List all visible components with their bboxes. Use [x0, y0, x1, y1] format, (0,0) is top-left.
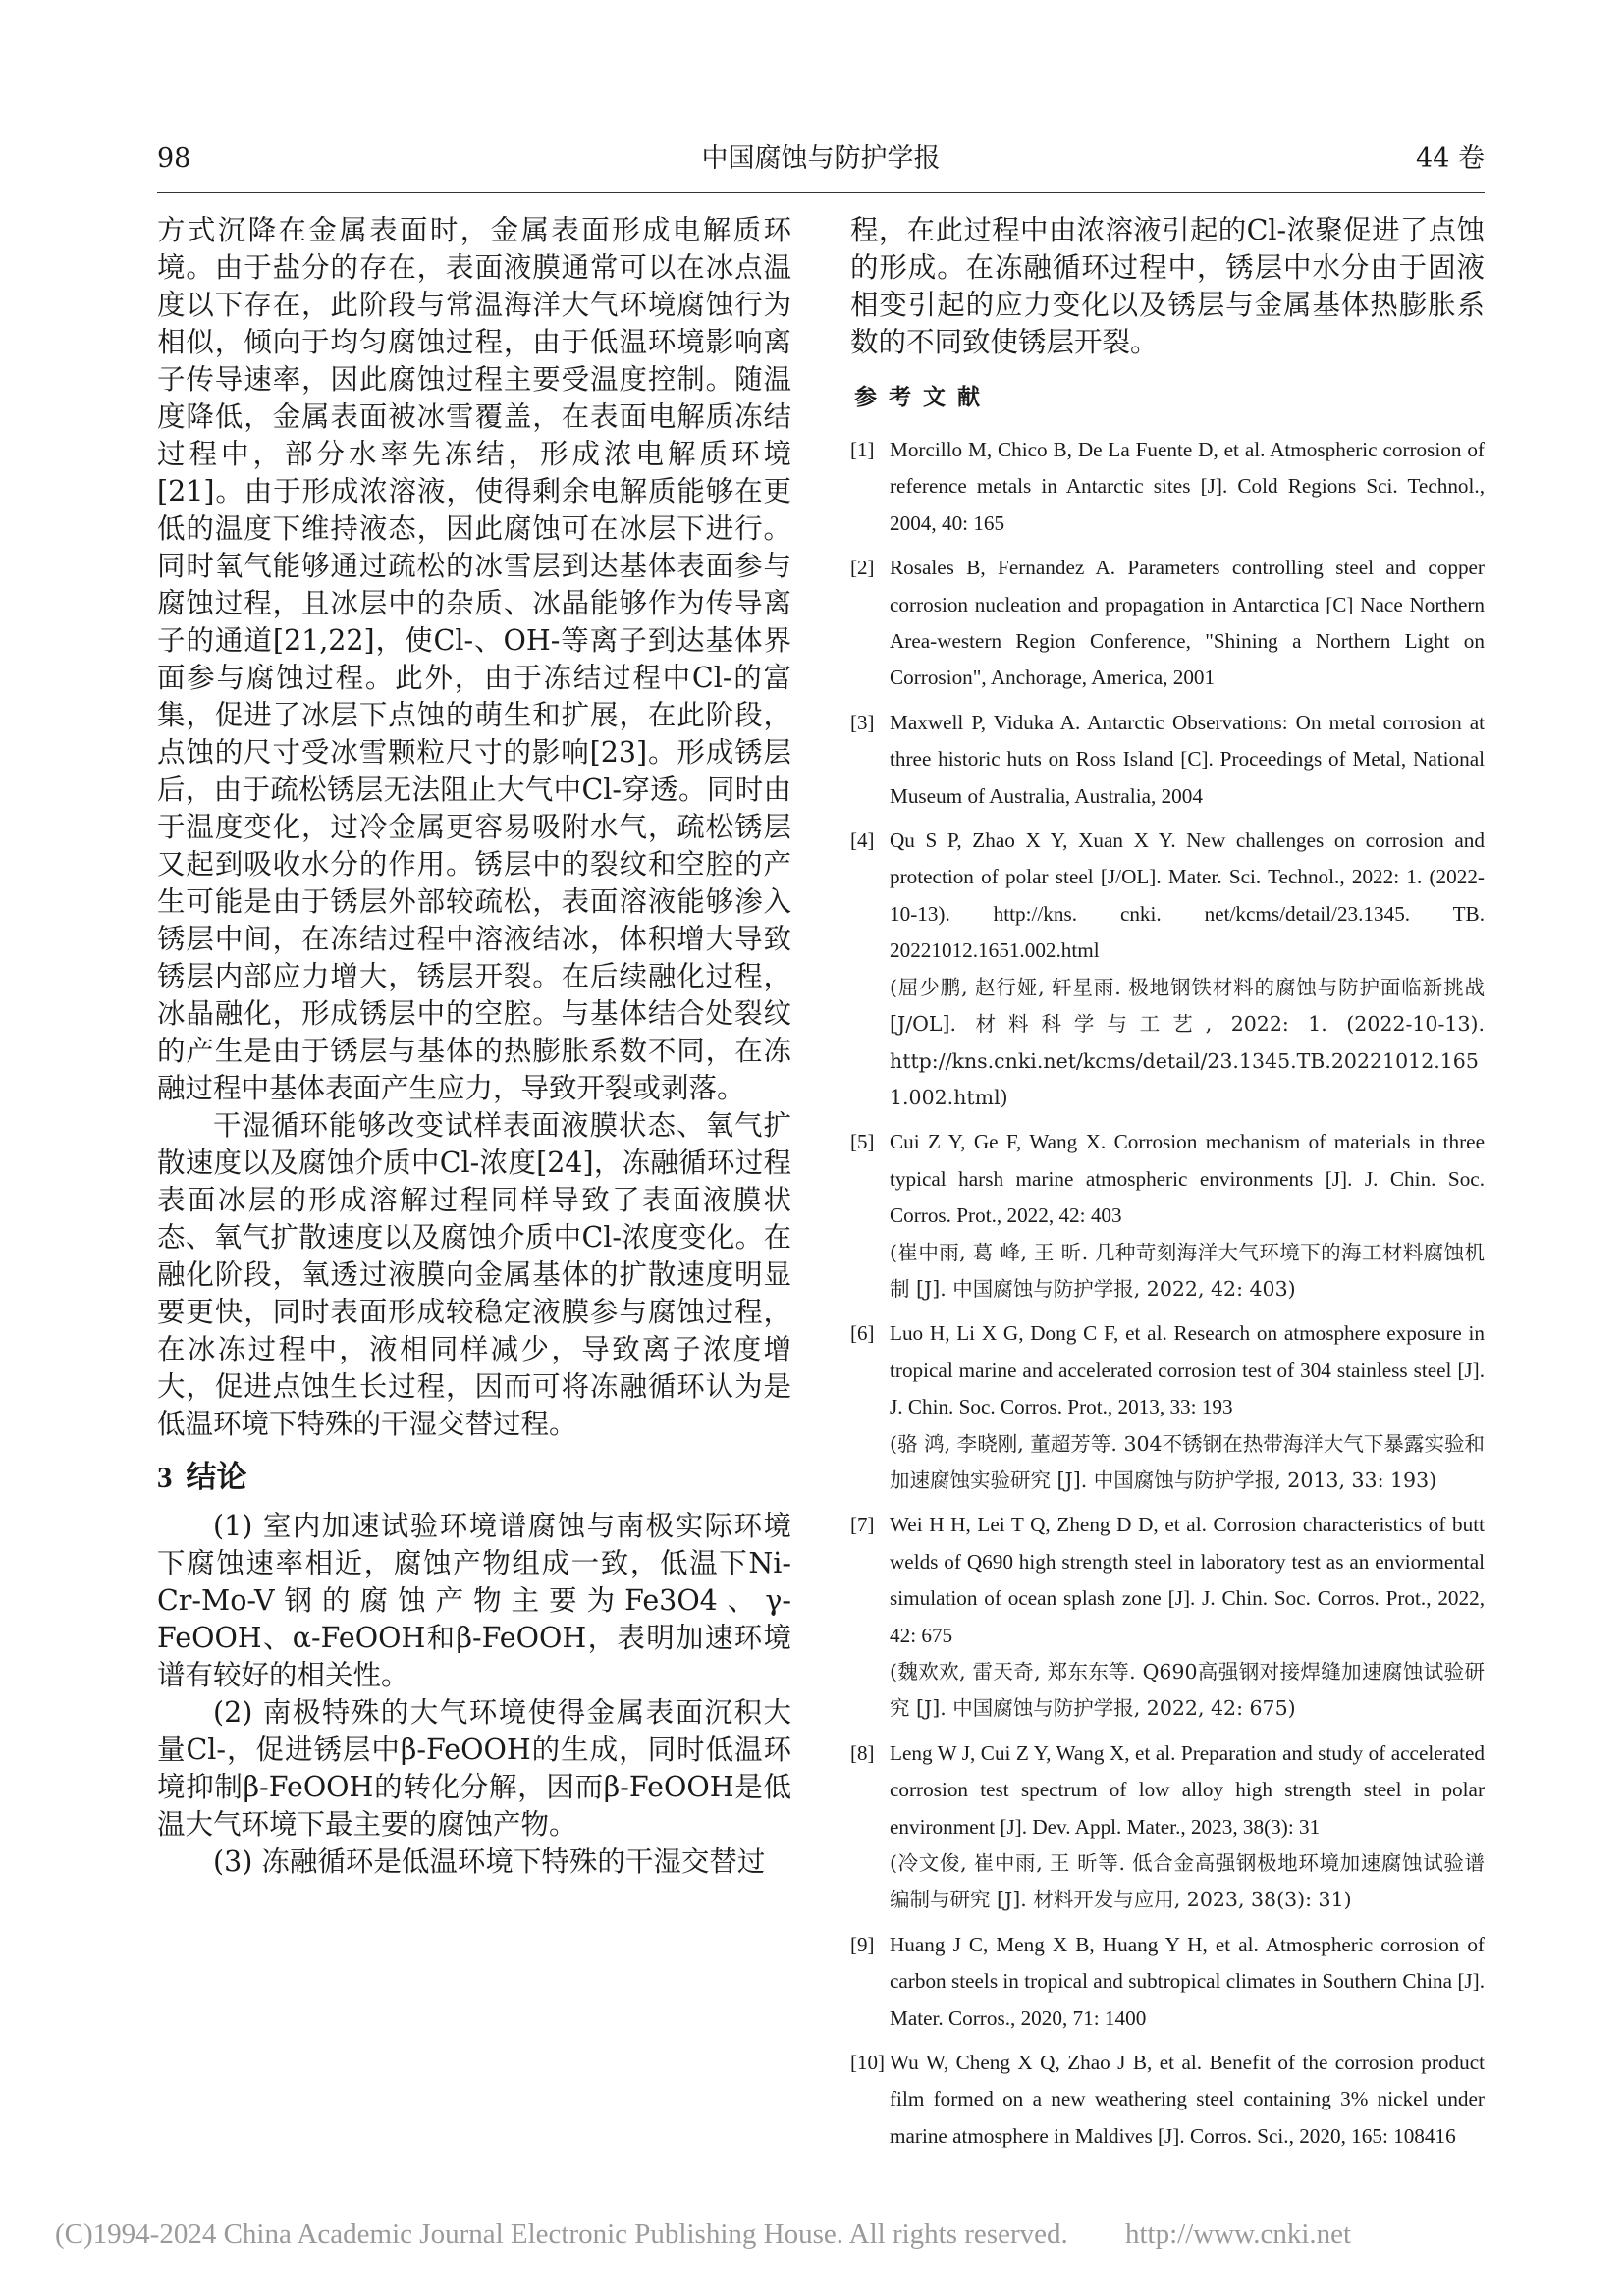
reference-text: Huang J C, Meng X B, Huang Y H, et al. Atmospheric corrosion of carbon steels in tropical and subtropical climates in Southern China [J]. Mater. Corros., 2020, 71: 1400	[890, 1932, 1485, 2030]
conclusion-continued: 程，在此过程中由浓溶液引起的Cl-浓聚促进了点蚀的形成。在冻融循环过程中，锈层中水分由于固液相变引起的应力变化以及锈层与金属基体热膨胀系数的不同致使锈层开裂。	[850, 214, 1485, 358]
reference-item	[850, 432, 1485, 542]
reference-chinese-text: (屈少鹏, 赵行娅, 轩星雨. 极地钢铁材料的腐蚀与防护面临新挑战 [J/OL]. 材料科学与工艺, 2022: 1. (2022-10-13). http://kns.cnki.net/kcms/detail/23.1345.TB.20221012.1651.002.html)	[890, 975, 1485, 1109]
journal-title: 中国腐蚀与防护学报	[701, 143, 941, 174]
references-heading: 参考文献	[854, 384, 992, 410]
reference-item	[850, 1315, 1485, 1499]
reference-chinese-text: (骆 鸿, 李晓刚, 董超芳等. 304不锈钢在热带海洋大气下暴露实验和加速腐蚀实验研究 [J]. 中国腐蚀与防护学报, 2013, 33: 193)	[890, 1431, 1485, 1492]
section-number: 3	[157, 1460, 173, 1494]
reference-chinese-text: (魏欢欢, 雷天奇, 郑东东等. Q690高强钢对接焊缝加速腐蚀试验研究 [J]. 中国腐蚀与防护学报, 2022, 42: 675)	[890, 1660, 1485, 1721]
reference-item	[850, 2045, 1485, 2155]
reference-text: Cui Z Y, Ge F, Wang X. Corrosion mechanism of materials in three typical harsh marine atmospheric environments [J]. J. Chin. Soc. Corros. Prot., 2022, 42: 403	[890, 1130, 1485, 1228]
conclusion-2: (2) 南极特殊的大气环境使得金属表面沉积大量Cl-，促进锈层中β-FeOOH的生成，同时低温环境抑制β-FeOOH的转化分解，因而β-FeOOH是低温大气环境下最主要的腐蚀产物。	[157, 1696, 791, 1841]
reference-text: Wei H H, Lei T Q, Zheng D D, et al. Corrosion characteristics of butt welds of Q690 high strength steel in laboratory test as an enviormental simulation of ocean splash zone [J]. J. Chin. Soc. Corros. Prot., 2022, 42: 675	[890, 1513, 1485, 1647]
reference-number: [9]	[850, 1932, 875, 1956]
page-number: 98	[157, 143, 191, 174]
reference-number: [7]	[850, 1513, 875, 1537]
reference-number: [2]	[850, 556, 875, 580]
reference-text: Morcillo M, Chico B, De La Fuente D, et al. Atmospheric corrosion of reference metals in Antarctic sites [J]. Cold Regions Sci. Technol., 2004, 40: 165	[890, 438, 1485, 535]
reference-number: [3]	[850, 710, 875, 734]
body-paragraph-2: 干湿循环能够改变试样表面液膜状态、氧气扩散速度以及腐蚀介质中Cl-浓度[24]，冻融循环过程表面冰层的形成溶解过程同样导致了表面液膜状态、氧气扩散速度以及腐蚀介质中Cl-浓度变化。在融化阶段，氧透过液膜向金属基体的扩散速度明显要更快，同时表面形成较稳定液膜参与腐蚀过程，在冰冻过程中，液相同样减少，导致离子浓度增大，促进点蚀生长过程，因而可将冻融循环认为是低温环境下特殊的干湿交替过程。	[157, 1109, 791, 1440]
reference-list	[850, 432, 1485, 2155]
footer-url: http://www.cnki.net	[1125, 2218, 1352, 2250]
page-footer	[55, 2212, 1624, 2257]
reference-item	[850, 550, 1485, 697]
section-heading	[157, 1457, 791, 1498]
copyright-notice: (C)1994-2024 China Academic Journal Electronic Publishing House. All rights reserved.	[55, 2218, 1068, 2250]
reference-item	[850, 823, 1485, 1116]
reference-number: [4]	[850, 828, 875, 853]
conclusion-1: (1) 室内加速试验环境谱腐蚀与南极实际环境下腐蚀速率相近，腐蚀产物组成一致，低温下Ni-Cr-Mo-V钢的腐蚀产物主要为Fe3O4、γ-FeOOH、α-FeOOH和β-FeOOH，表明加速环境谱有较好的相关性。	[157, 1510, 791, 1691]
reference-text: Wu W, Cheng X Q, Zhao J B, et al. Benefit of the corrosion product film formed on a new weathering steel containing 3% nickel under marine atmosphere in Maldives [J]. Corros. Sci., 2020, 165: 108416	[890, 2051, 1485, 2148]
reference-text: Rosales B, Fernandez A. Parameters controlling steel and copper corrosion nucleation and propagation in Antarctica [C] Nace Northern Area-western Region Conference, "Shining a Northern Light on Corrosion", Anchorage, America, 2001	[890, 556, 1485, 690]
reference-number: [6]	[850, 1321, 875, 1346]
reference-item	[850, 1124, 1485, 1308]
reference-text: Leng W J, Cui Z Y, Wang X, et al. Preparation and study of accelerated corrosion test spectrum of low alloy high strength steel in polar environment [J]. Dev. Appl. Mater., 2023, 38(3): 31	[890, 1740, 1485, 1839]
conclusion-3: (3) 冻融循环是低温环境下特殊的干湿交替过	[213, 1845, 766, 1878]
reference-item	[850, 705, 1485, 815]
reference-item	[850, 1507, 1485, 1727]
reference-item	[850, 1927, 1485, 2037]
reference-text: Qu S P, Zhao X Y, Xuan X Y. New challenges on corrosion and protection of polar steel [J/OL]. Mater. Sci. Technol., 2022: 1. (2022-10-13). http://kns. cnki. net/kcms/detail/23.1345. TB. 20221012.1651.002.html	[890, 828, 1485, 963]
reference-number: [1]	[850, 438, 875, 461]
reference-number: [8]	[850, 1740, 875, 1765]
reference-number: [10]	[850, 2051, 885, 2075]
left-column	[157, 212, 791, 1881]
reference-text: Luo H, Li X G, Dong C F, et al. Research on atmosphere exposure in tropical marine and accelerated corrosion test of 304 stainless steel [J]. J. Chin. Soc. Corros. Prot., 2013, 33: 193	[890, 1321, 1485, 1419]
header-rule	[157, 192, 1485, 193]
body-paragraph-1: 方式沉降在金属表面时，金属表面形成电解质环境。由于盐分的存在，表面液膜通常可以在冰点温度以下存在，此阶段与常温海洋大气环境腐蚀行为相似，倾向于均匀腐蚀过程，由于低温环境影响离子传导速率，因此腐蚀过程主要受温度控制。随温度降低，金属表面被冰雪覆盖，在表面电解质冻结过程中，部分水率先冻结，形成浓电解质环境[21]。由于形成浓溶液，使得剩余电解质能够在更低的温度下维持液态，因此腐蚀可在冰层下进行。同时氧气能够通过疏松的冰雪层到达基体表面参与腐蚀过程，且冰层中的杂质、冰晶能够作为传导离子的通道[21,22]，使Cl-、OH-等离子到达基体界面参与腐蚀过程。此外，由于冻结过程中Cl-的富集，促进了冰层下点蚀的萌生和扩展，在此阶段，点蚀的尺寸受冰雪颗粒尺寸的影响[23]。形成锈层后，由于疏松锈层无法阻止大气中Cl-穿透。同时由于温度变化，过冷金属更容易吸附水气，疏松锈层又起到吸收水分的作用。锈层中的裂纹和空腔的产生可能是由于锈层外部较疏松，表面溶液能够渗入锈层中间，在冻结过程中溶液结冰，体积增大导致锈层内部应力增大，锈层开裂。在后续融化过程，冰晶融化，形成锈层中的空腔。与基体结合处裂纹的产生是由于锈层与基体的热膨胀系数不同，在冻融过程中基体表面产生应力，导致开裂或剥落。	[157, 214, 791, 1104]
volume-label: 44 卷	[1416, 143, 1485, 174]
section-title: 结论	[186, 1460, 247, 1495]
right-column	[850, 212, 1485, 2163]
page-header	[157, 139, 1485, 179]
reference-text: Maxwell P, Viduka A. Antarctic Observations: On metal corrosion at three historic huts on Ross Island [C]. Proceedings of Metal, National Museum of Australia, Australia, 2004	[890, 710, 1485, 808]
reference-number: [5]	[850, 1130, 875, 1154]
reference-chinese-text: (崔中雨, 葛 峰, 王 昕. 几种苛刻海洋大气环境下的海工材料腐蚀机制 [J]. 中国腐蚀与防护学报, 2022, 42: 403)	[890, 1240, 1485, 1301]
reference-chinese-text: (冷文俊, 崔中雨, 王 昕等. 低合金高强钢极地环境加速腐蚀试验谱编制与研究 [J]. 材料开发与应用, 2023, 38(3): 31)	[890, 1851, 1485, 1912]
reference-item	[850, 1735, 1485, 1919]
